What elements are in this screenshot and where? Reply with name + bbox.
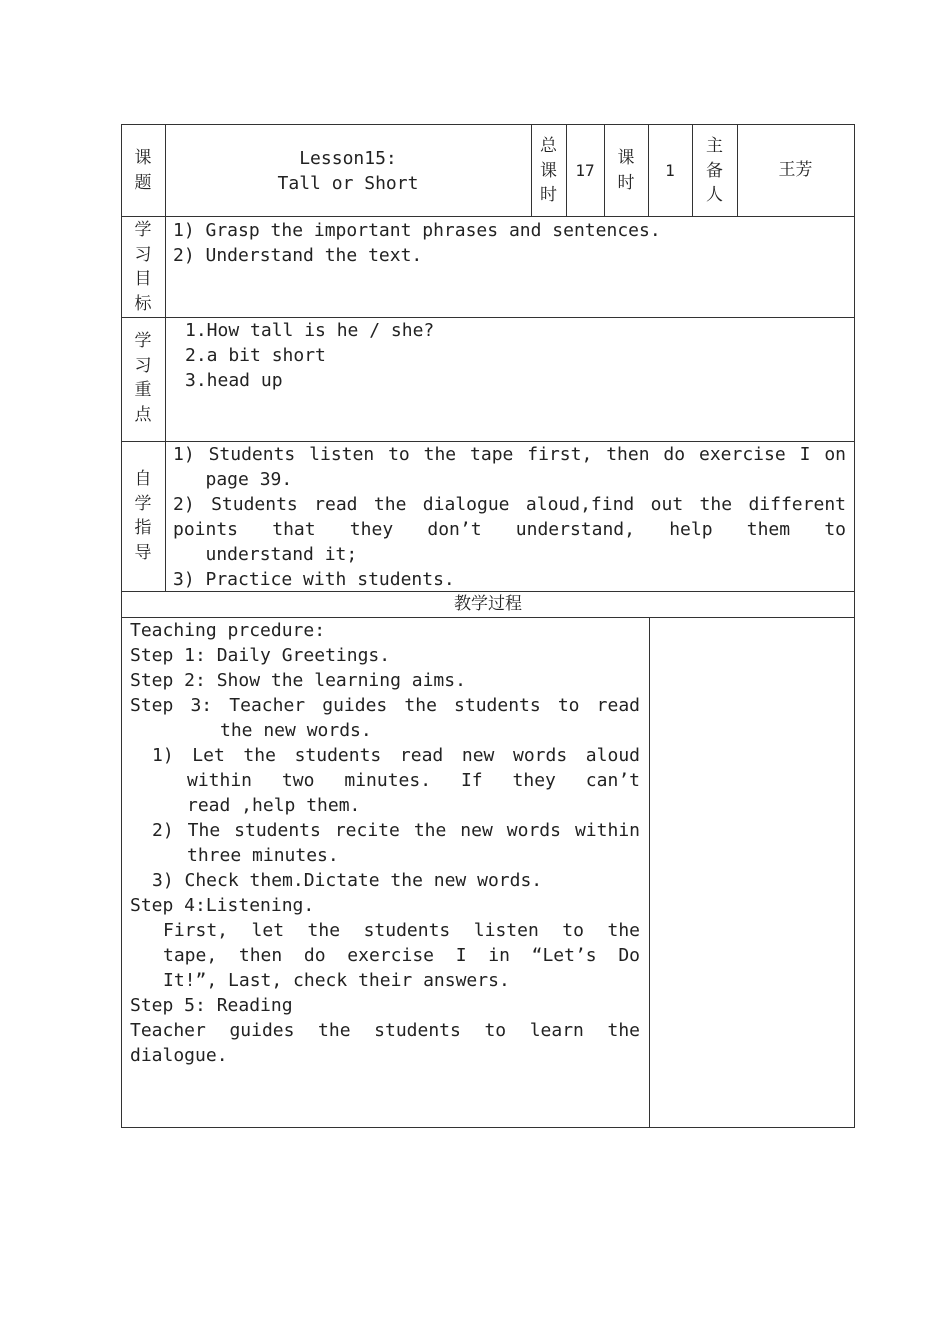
goal-item: 1) Grasp the important phrases and sentences. [173, 220, 661, 241]
total-hours-value: 17 [575, 161, 595, 180]
process-line: Step 2: Show the learning aims. [130, 670, 466, 691]
self-study-label: 自 学 指 导 [134, 469, 152, 563]
table-border-top [121, 124, 855, 125]
self-study-line: 3) Practice with students. [173, 569, 455, 590]
process-line: the new words. [220, 720, 372, 741]
row-divider [121, 216, 855, 217]
process-line: dialogue. [130, 1045, 228, 1066]
author-value: 王芳 [778, 160, 813, 180]
self-study-line: points that they don’t understand, help them to [173, 519, 846, 540]
key-point-item: 3.head up [185, 370, 283, 391]
process-line: First, let the students listen to the [163, 920, 640, 941]
process-notes-cell [650, 618, 854, 1127]
process-line: 2) The students recite the new words within [152, 820, 640, 841]
self-study-line: page 39. [173, 469, 293, 490]
self-study-line: 2) Students read the dialogue aloud,find out the different [173, 494, 846, 515]
lesson-title-line2: Tall or Short [277, 173, 419, 194]
process-line: Teacher guides the students to learn the [130, 1020, 640, 1041]
goals-label: 学 习 目 标 [134, 220, 152, 314]
process-line: Step 4:Listening. [130, 895, 315, 916]
key-point-item: 2.a bit short [185, 345, 326, 366]
table-border-right [854, 124, 855, 1128]
self-study-line: understand it; [173, 544, 358, 565]
lesson-plan-table [121, 124, 855, 1127]
period-label: 课 时 [617, 148, 635, 193]
process-line: Step 5: Reading [130, 995, 293, 1016]
table-border-bottom [121, 1127, 855, 1128]
lesson-title-line1: Lesson15: [299, 148, 397, 169]
process-line: Teaching prcedure: [130, 620, 326, 641]
period-value: 1 [665, 161, 675, 180]
key-point-item: 1.How tall is he / she? [185, 320, 435, 341]
process-line: Step 3: Teacher guides the students to read [130, 695, 640, 716]
process-line: Step 1: Daily Greetings. [130, 645, 391, 666]
process-line: within two minutes. If they can’t [187, 770, 640, 791]
process-line: It!”, Last, check their answers. [163, 970, 510, 991]
process-title: 教学过程 [454, 594, 522, 614]
topic-label: 课 题 [134, 148, 152, 193]
key-points-label: 学 习 重 点 [134, 331, 152, 425]
self-study-line: 1) Students listen to the tape first, then do exercise I on [173, 444, 846, 465]
goal-item: 2) Understand the text. [173, 245, 423, 266]
process-line: read ,help them. [187, 795, 361, 816]
process-line: tape, then do exercise I in “Let’s Do [163, 945, 640, 966]
process-line: 3) Check them.Dictate the new words. [152, 870, 543, 891]
process-line: three minutes. [187, 845, 339, 866]
process-line: 1) Let the students read new words aloud [152, 745, 640, 766]
total-hours-label: 总 课 时 [540, 136, 557, 205]
author-label: 主 备 人 [706, 136, 723, 205]
